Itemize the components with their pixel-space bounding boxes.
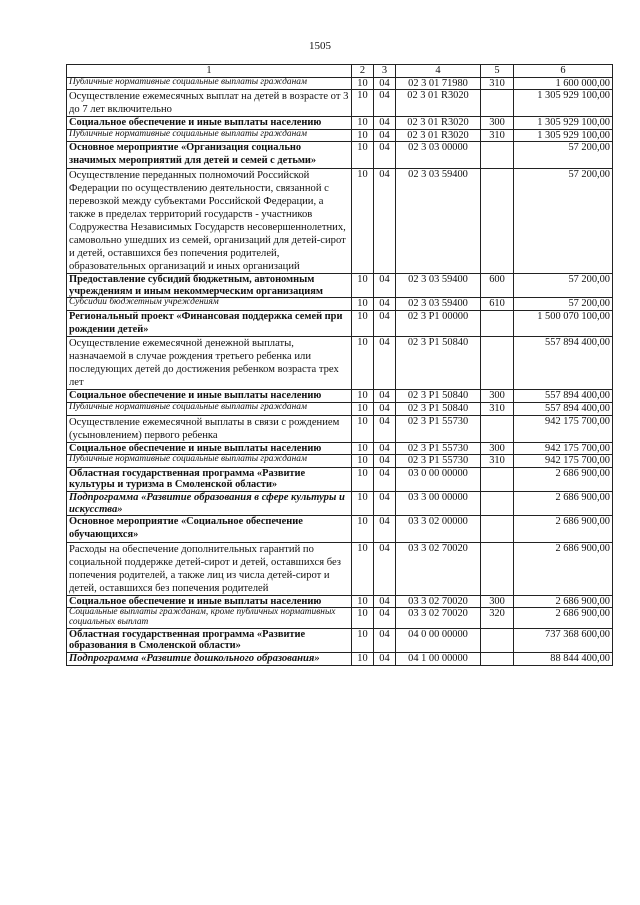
row-section: 10 (352, 467, 374, 491)
row-target-code: 02 3 P1 50840 (396, 402, 481, 415)
header-row (67, 65, 613, 78)
row-name: Региональный проект «Финансовая поддержка семей при рождении детей» (67, 310, 352, 337)
row-subsection: 04 (374, 337, 396, 390)
row-target-code: 03 3 00 00000 (396, 491, 481, 515)
row-amount: 1 305 929 100,00 (514, 129, 613, 142)
row-expense-type: 310 (481, 77, 514, 90)
budget-table (66, 64, 613, 666)
row-section: 10 (352, 298, 374, 311)
table-row (67, 653, 613, 666)
row-subsection: 04 (374, 402, 396, 415)
row-subsection: 04 (374, 273, 396, 297)
row-subsection: 04 (374, 442, 396, 455)
row-section: 10 (352, 608, 374, 629)
row-section: 10 (352, 628, 374, 652)
row-target-code: 02 3 01 R3020 (396, 117, 481, 130)
row-target-code: 02 3 P1 50840 (396, 337, 481, 390)
row-subsection: 04 (374, 542, 396, 595)
row-section: 10 (352, 542, 374, 595)
row-target-code: 03 0 00 00000 (396, 467, 481, 491)
table-row (67, 337, 613, 390)
table-row (67, 402, 613, 415)
row-subsection: 04 (374, 142, 396, 169)
row-section: 10 (352, 168, 374, 273)
row-section: 10 (352, 390, 374, 403)
row-subsection: 04 (374, 168, 396, 273)
row-name: Осуществление переданных полномочий Российской Федерации по осуществлению деятельности, связанной с перевозкой между субъектами Российской Федерации, а также в пределах территорий государств - участников Содружества Независимых Государств несовершеннолетних, самовольно ушедших из семей, организаций для детей-сирот и детей, оставшихся без попечения родителей, образовательных организаций и иных организаций (67, 168, 352, 273)
table-row (67, 168, 613, 273)
table-row (67, 77, 613, 90)
row-target-code: 02 3 P1 55730 (396, 442, 481, 455)
header-target-code: 4 (396, 65, 481, 78)
row-section: 10 (352, 310, 374, 337)
row-amount: 57 200,00 (514, 142, 613, 169)
row-expense-type: 310 (481, 402, 514, 415)
row-subsection: 04 (374, 77, 396, 90)
page-number: 1505 (309, 40, 331, 52)
row-amount: 1 305 929 100,00 (514, 90, 613, 117)
row-target-code: 02 3 P1 55730 (396, 455, 481, 468)
row-subsection: 04 (374, 653, 396, 666)
table-row (67, 298, 613, 311)
row-expense-type: 300 (481, 390, 514, 403)
table-row (67, 595, 613, 608)
row-subsection: 04 (374, 608, 396, 629)
row-target-code: 02 3 03 59400 (396, 298, 481, 311)
row-expense-type: 310 (481, 129, 514, 142)
row-expense-type (481, 90, 514, 117)
row-subsection: 04 (374, 310, 396, 337)
row-name: Областная государственная программа «Развитие культуры и туризма в Смоленской области» (67, 467, 352, 491)
row-amount: 942 175 700,00 (514, 415, 613, 442)
row-target-code: 02 3 03 59400 (396, 273, 481, 297)
row-expense-type (481, 142, 514, 169)
row-section: 10 (352, 442, 374, 455)
row-amount: 2 686 900,00 (514, 491, 613, 515)
row-name: Социальное обеспечение и иные выплаты населению (67, 595, 352, 608)
table-row (67, 90, 613, 117)
row-amount: 737 368 600,00 (514, 628, 613, 652)
row-expense-type: 320 (481, 608, 514, 629)
row-name: Осуществление ежемесячных выплат на детей в возрасте от 3 до 7 лет включительно (67, 90, 352, 117)
row-expense-type: 300 (481, 442, 514, 455)
row-subsection: 04 (374, 491, 396, 515)
row-subsection: 04 (374, 595, 396, 608)
row-subsection: 04 (374, 455, 396, 468)
row-section: 10 (352, 273, 374, 297)
row-amount: 2 686 900,00 (514, 608, 613, 629)
row-expense-type (481, 168, 514, 273)
row-name: Социальное обеспечение и иные выплаты населению (67, 117, 352, 130)
row-target-code: 02 3 P1 00000 (396, 310, 481, 337)
row-name: Публичные нормативные социальные выплаты гражданам (67, 455, 352, 468)
row-expense-type (481, 516, 514, 543)
table-row (67, 390, 613, 403)
row-expense-type: 300 (481, 117, 514, 130)
row-subsection: 04 (374, 117, 396, 130)
row-name: Подпрограмма «Развитие образования в сфере культуры и искусства» (67, 491, 352, 515)
row-section: 10 (352, 117, 374, 130)
row-section: 10 (352, 653, 374, 666)
row-amount: 2 686 900,00 (514, 595, 613, 608)
row-amount: 2 686 900,00 (514, 542, 613, 595)
row-expense-type: 610 (481, 298, 514, 311)
row-section: 10 (352, 516, 374, 543)
row-name: Предоставление субсидий бюджетным, автономным учреждениям и иным некоммерческим организациям (67, 273, 352, 297)
header-expense-type: 5 (481, 65, 514, 78)
row-target-code: 02 3 01 R3020 (396, 129, 481, 142)
row-name: Осуществление ежемесячной денежной выплаты, назначаемой в случае рождения третьего ребенка или последующих детей до достижения ребенком возраста трех лет (67, 337, 352, 390)
row-name: Осуществление ежемесячной выплаты в связи с рождением (усыновлением) первого ребенка (67, 415, 352, 442)
table-row (67, 415, 613, 442)
row-section: 10 (352, 142, 374, 169)
row-target-code: 03 3 02 70020 (396, 608, 481, 629)
row-amount: 57 200,00 (514, 168, 613, 273)
row-amount: 2 686 900,00 (514, 516, 613, 543)
row-target-code: 03 3 02 00000 (396, 516, 481, 543)
row-amount: 88 844 400,00 (514, 653, 613, 666)
row-amount: 1 600 000,00 (514, 77, 613, 90)
row-expense-type (481, 653, 514, 666)
row-name: Субсидии бюджетным учреждениям (67, 298, 352, 311)
row-expense-type: 600 (481, 273, 514, 297)
row-expense-type (481, 628, 514, 652)
row-name: Социальное обеспечение и иные выплаты населению (67, 390, 352, 403)
row-target-code: 02 3 01 71980 (396, 77, 481, 90)
row-expense-type: 300 (481, 595, 514, 608)
row-subsection: 04 (374, 129, 396, 142)
row-subsection: 04 (374, 390, 396, 403)
header-name: 1 (67, 65, 352, 78)
row-name: Основное мероприятие «Социальное обеспечение обучающихся» (67, 516, 352, 543)
row-expense-type (481, 542, 514, 595)
table-row (67, 455, 613, 468)
header-section: 2 (352, 65, 374, 78)
row-amount: 1 305 929 100,00 (514, 117, 613, 130)
row-section: 10 (352, 337, 374, 390)
table-row (67, 310, 613, 337)
table-row (67, 608, 613, 629)
row-target-code: 02 3 P1 50840 (396, 390, 481, 403)
row-name: Подпрограмма «Развитие дошкольного образования» (67, 653, 352, 666)
row-name: Социальные выплаты гражданам, кроме публичных нормативных социальных выплат (67, 608, 352, 629)
row-subsection: 04 (374, 415, 396, 442)
header-amount: 6 (514, 65, 613, 78)
row-expense-type: 310 (481, 455, 514, 468)
table-row (67, 142, 613, 169)
row-target-code: 04 0 00 00000 (396, 628, 481, 652)
table-row (67, 273, 613, 297)
row-target-code: 03 3 02 70020 (396, 595, 481, 608)
row-amount: 942 175 700,00 (514, 442, 613, 455)
row-subsection: 04 (374, 467, 396, 491)
row-name: Социальное обеспечение и иные выплаты населению (67, 442, 352, 455)
row-expense-type (481, 415, 514, 442)
row-amount: 1 500 070 100,00 (514, 310, 613, 337)
table-row (67, 442, 613, 455)
row-amount: 2 686 900,00 (514, 467, 613, 491)
row-section: 10 (352, 90, 374, 117)
table-row (67, 467, 613, 491)
row-target-code: 02 3 01 R3020 (396, 90, 481, 117)
table-row (67, 542, 613, 595)
row-amount: 557 894 400,00 (514, 390, 613, 403)
table-row (67, 129, 613, 142)
row-expense-type (481, 467, 514, 491)
row-target-code: 02 3 03 59400 (396, 168, 481, 273)
row-subsection: 04 (374, 90, 396, 117)
row-expense-type (481, 491, 514, 515)
table-row (67, 117, 613, 130)
row-name: Публичные нормативные социальные выплаты гражданам (67, 77, 352, 90)
row-name: Расходы на обеспечение дополнительных гарантий по социальной поддержке детей-сирот и детей, оставшихся без попечения родителей, а также лиц из числа детей-сирот и детей, оставшихся без попечения родителей (67, 542, 352, 595)
row-section: 10 (352, 77, 374, 90)
row-subsection: 04 (374, 516, 396, 543)
row-amount: 942 175 700,00 (514, 455, 613, 468)
row-subsection: 04 (374, 628, 396, 652)
row-expense-type (481, 310, 514, 337)
row-amount: 57 200,00 (514, 298, 613, 311)
row-name: Областная государственная программа «Развитие образования в Смоленской области» (67, 628, 352, 652)
row-target-code: 03 3 02 70020 (396, 542, 481, 595)
row-target-code: 02 3 03 00000 (396, 142, 481, 169)
row-section: 10 (352, 455, 374, 468)
row-name: Публичные нормативные социальные выплаты гражданам (67, 402, 352, 415)
row-amount: 557 894 400,00 (514, 337, 613, 390)
row-section: 10 (352, 402, 374, 415)
row-amount: 557 894 400,00 (514, 402, 613, 415)
row-section: 10 (352, 415, 374, 442)
row-amount: 57 200,00 (514, 273, 613, 297)
table-row (67, 491, 613, 515)
row-target-code: 04 1 00 00000 (396, 653, 481, 666)
table-row (67, 628, 613, 652)
header-subsection: 3 (374, 65, 396, 78)
table-body (67, 77, 613, 665)
row-expense-type (481, 337, 514, 390)
row-subsection: 04 (374, 298, 396, 311)
row-section: 10 (352, 129, 374, 142)
row-name: Публичные нормативные социальные выплаты гражданам (67, 129, 352, 142)
row-section: 10 (352, 491, 374, 515)
row-name: Основное мероприятие «Организация социально значимых мероприятий для детей и семей с детьми» (67, 142, 352, 169)
row-target-code: 02 3 P1 55730 (396, 415, 481, 442)
row-section: 10 (352, 595, 374, 608)
table-row (67, 516, 613, 543)
